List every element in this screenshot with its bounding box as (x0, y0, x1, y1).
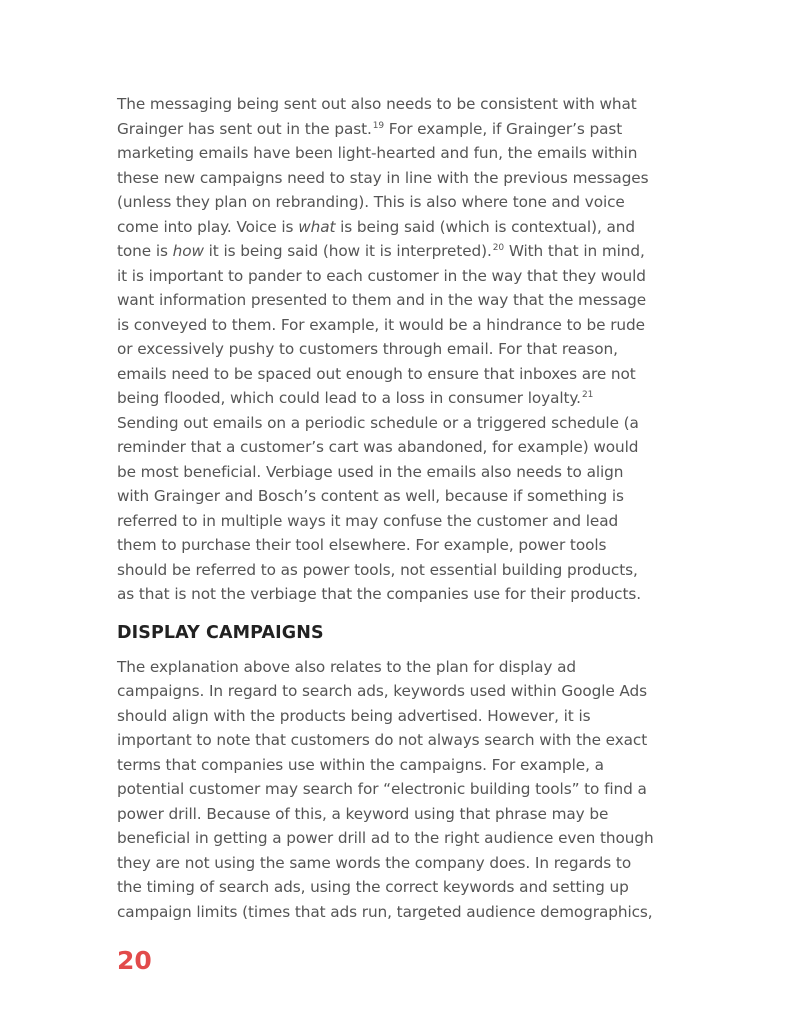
text-line: beneficial in getting a power drill ad to the right audience even though (117, 829, 654, 847)
text-line: is conveyed to them. For example, it would be a hindrance to be rude (117, 315, 645, 334)
text-line: be most beneficial. Verbiage used in the emails also needs to align (117, 462, 624, 481)
text-line: or excessively pushy to customers through email. For that reason, (117, 340, 618, 358)
footnote-ref-20[interactable]: 20 (492, 243, 505, 253)
emphasis-how: how (172, 242, 204, 260)
text-line: want information presented to them and in the way that the message (117, 291, 647, 309)
text-line: Sending out emails on a periodic schedule or a triggered schedule (a (117, 413, 639, 432)
text-line: with Grainger and Bosch’s content as well, because if something is (117, 487, 624, 505)
text-line: come into play. Voice is what is being said (which is contextual), and (117, 217, 635, 236)
text-line: campaign limits (times that ads run, targeted audience demographics, (117, 902, 653, 921)
document-page (117, 92, 677, 924)
text-line: being flooded, which could lead to a loss in consumer loyalty.$^{21}$ (117, 389, 594, 407)
text-line: power drill. Because of this, a keyword using that phrase may be (117, 804, 609, 823)
email-consistency-paragraph (117, 92, 677, 607)
text-line: the timing of search ads, using the correct keywords and setting up (117, 878, 629, 896)
text-line: reminder that a customer’s cart was abandoned, for example) would (117, 438, 639, 456)
text-line: important to note that customers do not always search with the exact (117, 731, 648, 749)
text-line: should align with the products being advertised. However, it is (117, 706, 591, 725)
text-line: terms that companies use within the campaigns. For example, a (117, 755, 604, 774)
text-line: referred to in multiple ways it may confuse the customer and lead (117, 511, 619, 530)
text-line: campaigns. In regard to search ads, keywords used within Google Ads (117, 682, 647, 700)
text-line: emails need to be spaced out enough to ensure that inboxes are not (117, 364, 636, 383)
text-line: potential customer may search for “electronic building tools” to find a (117, 780, 647, 798)
page-number: 20 (117, 946, 152, 975)
footnote-ref-21[interactable]: 21 (581, 390, 594, 400)
text-line: them to purchase their tool elsewhere. For example, power tools (117, 536, 607, 554)
emphasis-what: what (298, 217, 336, 236)
text-line: these new campaigns need to stay in line with the previous messages (117, 168, 649, 187)
text-line: The explanation above also relates to the plan for display ad (117, 657, 577, 676)
text-line: (unless they plan on rebranding). This is also where tone and voice (117, 193, 625, 211)
text-line: should be referred to as power tools, not essential building products, (117, 560, 638, 579)
text-line: as that is not the verbiage that the companies use for their products. (117, 585, 642, 603)
text-line: marketing emails have been light-hearted and fun, the emails within (117, 144, 638, 162)
text-line: Grainger has sent out in the past.$^{19}$ For example, if Grainger’s past (117, 119, 623, 138)
display-campaigns-paragraph (117, 655, 677, 925)
text-line: tone is how it is being said (how it is interpreted).$^{20}$ With that in mind, (117, 242, 645, 260)
text-line: they are not using the same words the company does. In regards to (117, 853, 632, 872)
section-heading: DISPLAY CAMPAIGNS (117, 622, 324, 643)
footnote-ref-19[interactable]: 19 (372, 120, 385, 131)
text-line: The messaging being sent out also needs to be consistent with what (117, 95, 637, 113)
text-line: it is important to pander to each customer in the way that they would (117, 266, 646, 285)
